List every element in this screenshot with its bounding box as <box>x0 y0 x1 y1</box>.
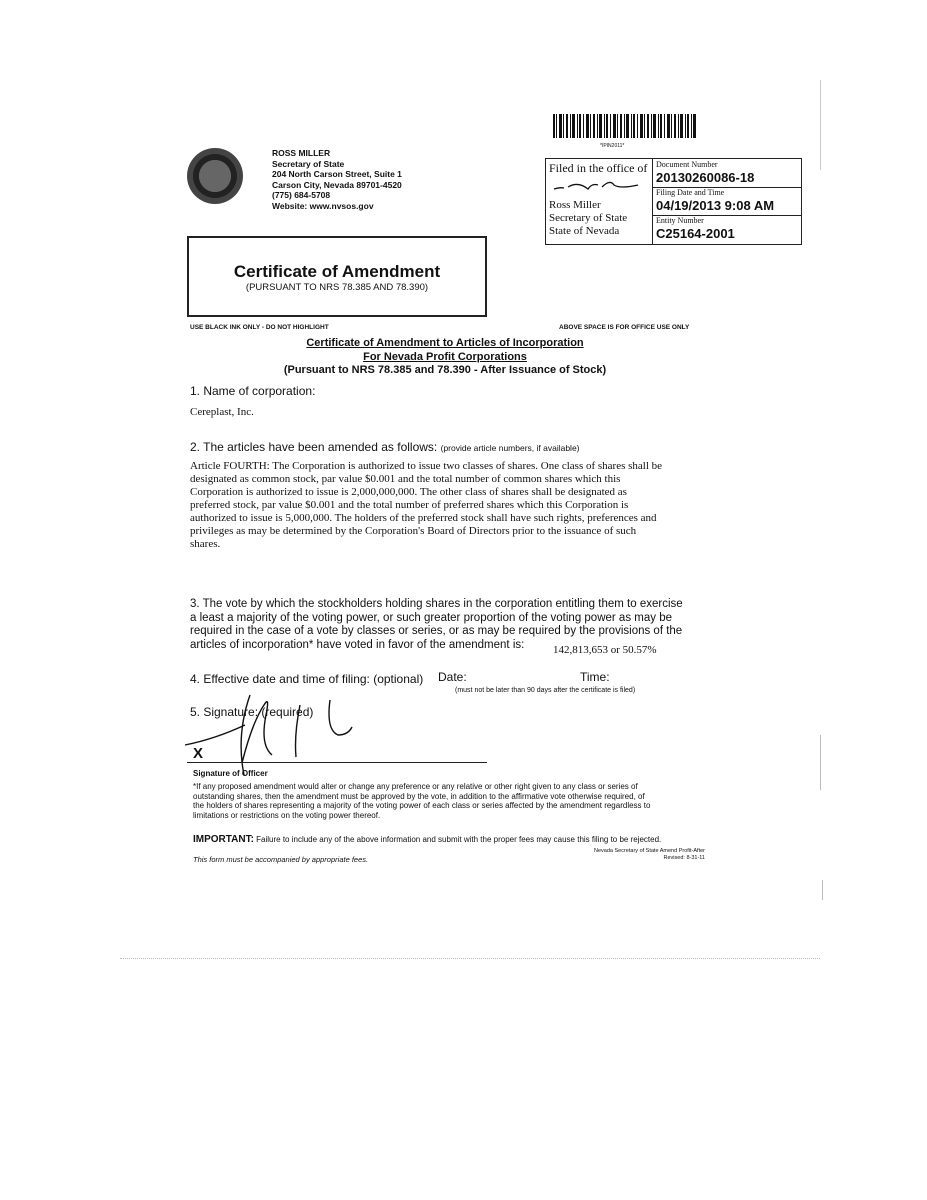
officer-line-3: State of Nevada <box>549 225 620 237</box>
item-2-label <box>190 440 580 454</box>
time-label: Time: <box>580 670 610 684</box>
agency-name: ROSS MILLER <box>272 148 331 158</box>
x-mark: X <box>193 745 204 762</box>
scan-artifact-mark <box>820 80 821 170</box>
vote-line: a least a majority of the voting power, or such greater proportion of the voting power as may be <box>190 611 672 624</box>
scan-artifact-mark <box>820 735 821 790</box>
certificate-subtitle: (PURSUANT TO NRS 78.385 AND 78.390) <box>245 282 429 293</box>
important-label: IMPORTANT: <box>193 834 254 845</box>
amendment-line: Article FOURTH: The Corporation is authorized to issue two classes of shares. One class of shares shall be <box>190 460 663 472</box>
amendment-line: privileges as may be determined by the Corporation's Board of Directors prior to the issuance of such <box>190 525 637 537</box>
heading-line-2: For Nevada Profit Corporations <box>363 351 527 363</box>
amendment-line: designated as common stock, par value $0.001 and the total number of common shares which this <box>190 473 621 485</box>
vote-line: articles of incorporation* have voted in favor of the amendment is: <box>190 638 525 651</box>
form-id <box>565 848 705 862</box>
heading-line-3: (Pursuant to NRS 78.385 and 78.390 - After Issuance of Stock) <box>283 364 607 376</box>
barcode-text: *IPIN2011* <box>600 143 625 149</box>
form-id-line: Revised: 8-31-11 <box>663 855 705 861</box>
important-text: Failure to include any of the above information and submit with the proper fees may cause this filing to be rejected. <box>256 835 662 844</box>
signature-label: Signature of Officer <box>193 769 268 778</box>
filing-date-cell <box>653 187 801 216</box>
document-number: 20130260086-18 <box>656 170 755 185</box>
agency-phone: (775) 684-5708 <box>272 190 331 200</box>
filing-details <box>653 159 801 244</box>
item-2-text: 2. The articles have been amended as follows: <box>190 440 438 454</box>
agency-address1: 204 North Carson Street, Suite 1 <box>272 169 402 179</box>
filed-in-label: Filed in the office of <box>549 161 648 175</box>
barcode <box>553 114 696 138</box>
heading-line-1: Certificate of Amendment to Articles of Incorporation <box>306 337 584 349</box>
document-number-label: Document Number <box>656 160 718 169</box>
certificate-title: Certificate of Amendment <box>233 262 441 281</box>
officer-line-1: Ross Miller <box>549 199 601 211</box>
entity-number-cell <box>653 215 801 244</box>
item-2-hint: (provide article numbers, if available) <box>440 443 580 453</box>
vote-line: 3. The vote by which the stockholders holding shares in the corporation entitling them to exercise <box>190 598 683 610</box>
footnote-line: limitations or restrictions on the voting power thereof. <box>193 810 381 820</box>
certificate-title-box <box>187 236 487 317</box>
nevada-seal-icon <box>187 148 243 204</box>
filed-in-office <box>546 159 653 244</box>
secretary-signature-icon <box>552 175 642 195</box>
date-note: (must not be later than 90 days after the certificate is filed) <box>455 687 636 694</box>
filing-date-label: Filing Date and Time <box>656 188 725 197</box>
date-label: Date: <box>438 670 467 684</box>
entity-number: C25164-2001 <box>656 226 735 241</box>
ink-note: USE BLACK INK ONLY - DO NOT HIGHLIGHT <box>190 324 329 331</box>
entity-number-label: Entity Number <box>656 216 704 225</box>
item-4-label: 4. Effective date and time of filing: (optional) <box>190 672 424 686</box>
amendment-line: authorized to issue is 5,000,000. The holders of the preferred stock shall have such rights, preferences and <box>190 512 657 524</box>
amendment-line: preferred stock, par value $0.001 and the total number of preferred shares which this Corporation is <box>190 499 629 511</box>
document-number-cell <box>653 159 801 188</box>
item-1-label: 1. Name of corporation: <box>190 384 316 398</box>
footnote-line: outstanding shares, then the amendment must be approved by the vote, in addition to the affirmative vote otherwise required, of <box>193 791 645 801</box>
officer-line-2: Secretary of State <box>549 212 628 224</box>
form-id-line: Nevada Secretary of State Amend Profit-After <box>594 848 705 854</box>
agency-address2: Carson City, Nevada 89701-4520 <box>272 179 402 190</box>
scan-artifact-mark <box>822 880 823 900</box>
filing-stamp-box <box>545 158 802 245</box>
footnote <box>193 782 708 820</box>
footnote-line: the holders of shares representing a majority of the voting power of each class or series affected by the amendment regardless to <box>193 801 651 810</box>
amendment-text <box>190 460 710 551</box>
office-use-note: ABOVE SPACE IS FOR OFFICE USE ONLY <box>559 324 690 331</box>
item-5-label: 5. Signature: (required) <box>190 705 314 719</box>
filing-date: 04/19/2013 9:08 AM <box>656 198 775 213</box>
vote-result: 142,813,653 or 50.57% <box>553 644 657 656</box>
amendment-line: shares. <box>190 538 221 550</box>
signature-line <box>187 762 487 763</box>
fees-note: This form must be accompanied by appropriate fees. <box>193 855 369 864</box>
agency-website: Website: www.nvsos.gov <box>272 200 374 211</box>
important-note <box>193 834 713 845</box>
footnote-line: *If any proposed amendment would alter or change any preference or any relative or other right given to any class or series of <box>193 782 638 791</box>
agency-title: Secretary of State <box>272 158 345 169</box>
agency-block <box>272 148 402 211</box>
corporation-name: Cereplast, Inc. <box>190 406 254 418</box>
scan-artifact-line <box>120 958 820 960</box>
vote-line: required in the case of a vote by classes or series, or as may be required by the provisions of the <box>190 625 683 637</box>
amendment-line: Corporation is authorized to issue is 2,000,000,000. The other class of shares shall be designated as <box>190 486 627 498</box>
